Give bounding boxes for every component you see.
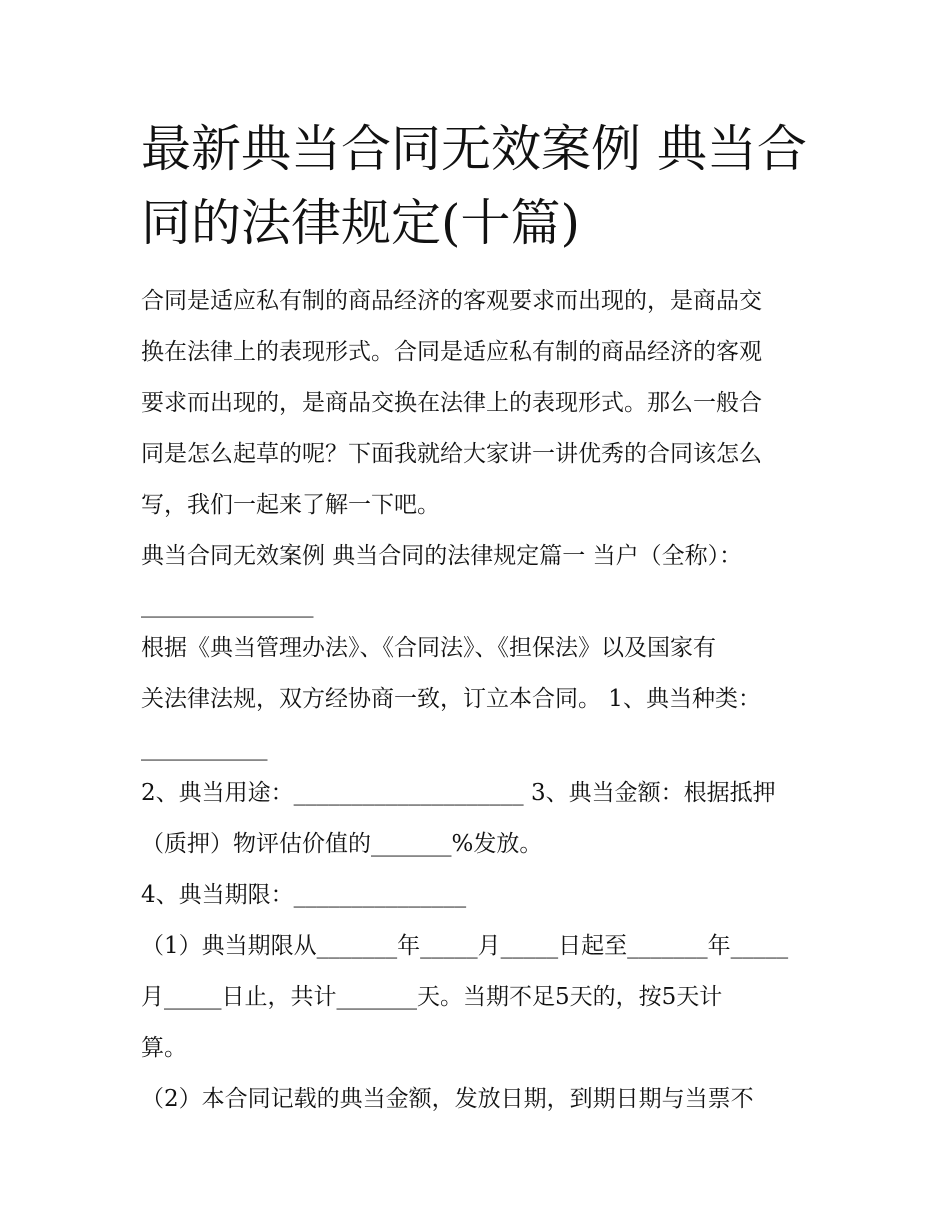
body-line: （2）本合同记载的典当金额，发放日期，到期日期与当票不 [141,1086,754,1112]
body-line: 合同是适应私有制的商品经济的客观要求而出现的，是商品交 [141,288,762,314]
body-line: 月_____日止，共计_______天。当期不足5天的，按5天计 [141,984,723,1010]
body-line: 典当合同无效案例 典当合同的法律规定篇一 当户（全称）： [141,543,743,569]
blank-line: _______________ [141,592,314,618]
body-line: 关法律法规，双方经协商一致，订立本合同。 1、典当种类： [141,686,761,712]
blank-line: ___________ [141,735,268,761]
body-line: （1）典当期限从_______年_____月_____日起至_______年_____ [141,933,789,959]
body-line: 2、典当用途：____________________ 3、典当金额：根据抵押 [141,780,776,806]
title-line-1: 最新典当合同无效案例 典当合 [141,120,807,178]
body-line: 根据《典当管理办法》、《合同法》、《担保法》以及国家有 [141,635,716,661]
body-line: （质押）物评估价值的_______%发放。 [141,831,543,857]
body-line: 同是怎么起草的呢？下面我就给大家讲一讲优秀的合同该怎么 [141,441,762,467]
title-line-2: 同的法律规定(十篇) [141,194,581,252]
document-title [141,112,821,260]
body-line: 要求而出现的，是商品交换在法律上的表现形式。那么一般合 [141,390,762,416]
body-line: 4、典当期限：_______________ [141,882,467,908]
body-line: 写，我们一起来了解一下吧。 [141,492,440,518]
body-line: 换在法律上的表现形式。合同是适应私有制的商品经济的客观 [141,339,762,365]
body-line: 算。 [141,1035,187,1061]
